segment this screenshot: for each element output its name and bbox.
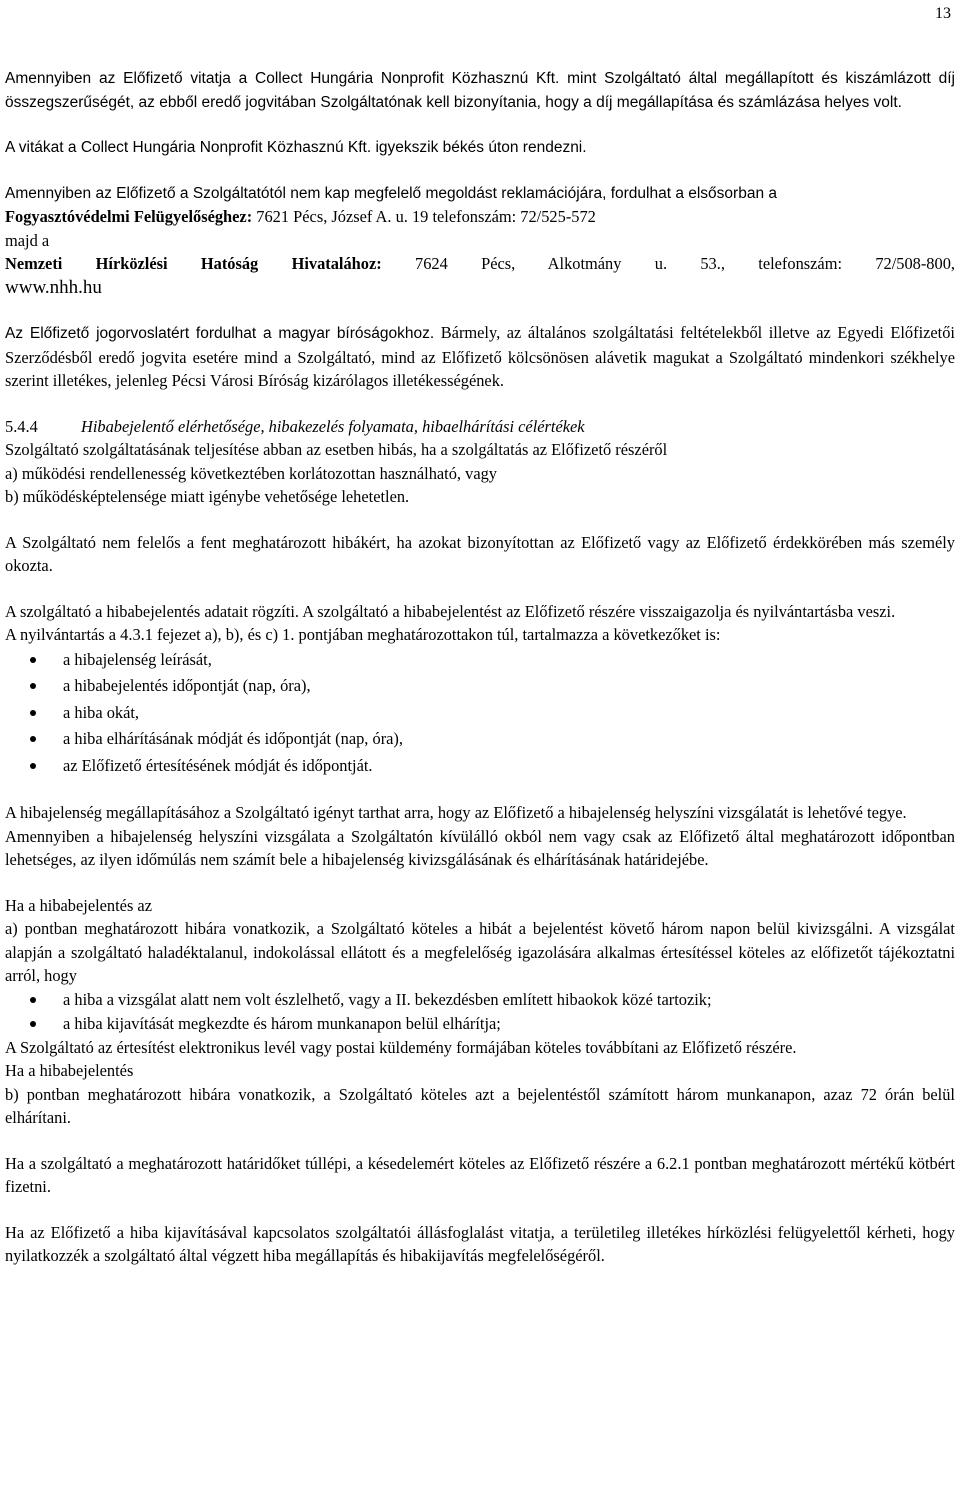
nhh-link[interactable]: www.nhh.hu [5,276,102,298]
faulty-case-b: b) működésképtelensége miatt igénybe vehetősége lehetetlen. [5,487,410,506]
paragraph-penalty: Ha a szolgáltató a meghatározott határidőket túllépi, a késedelemért köteles az Előfizető részére a 6.2.1 pontban meghatározott mértékű kötbért fizetni. [5,1153,955,1196]
notification-list [5,988,955,1036]
paragraph-fault-recording: A szolgáltató a hibabejelentés adatait rögzíti. A szolgáltató a hibabejelentést az Előfizető részére visszaigazolja és nyilvántartásba veszi. [5,601,896,621]
paragraph-complaint-authorities [5,182,955,206]
faulty-case-a: a) működési rendellenesség következtében korlátozottan használható, vagy [5,463,497,483]
list-item: a hibajelenség leírását, [5,647,955,674]
register-contents-list [5,647,955,780]
list-item: a hiba elhárításának módját és időpontját (nap, óra), [5,726,955,753]
paragraph-inspection-delay: Amennyiben a hibajelenség helyszíni vizsgálata a Szolgáltatón kívülálló okból nem vagy csak az Előfizető által meghatározott időpontban lehetséges, az ilyen időmúlás nem számít bele a hibajelenség kivizsgálásának és elhárításának határidejébe. [5,826,955,869]
paragraph-if-report-b: Ha a hibabejelentés [5,1061,134,1080]
page-number: 13 [935,5,951,22]
nhh-url-line [5,276,955,300]
paragraph-faulty-service: Szolgáltató szolgáltatásának teljesítése abban az esetben hibás, ha a szolgáltatás az Előfizető részéről [5,440,668,459]
paragraph-case-b-handling: b) pontban meghatározott hibára vonatkozik, a Szolgáltató köteles azt a bejelentéstől számított három munkanapon, azaz 72 órán belül elhárítani. [5,1084,955,1127]
complaint-intro: Amennyiben az Előfizető a Szolgáltatótól nem kap megfelelő megoldást reklamációjára, fordulhat a elsősorban a [5,184,777,202]
paragraph-case-a-handling: a) pontban meghatározott hibára vonatkozik, a Szolgáltató köteles a hibát a bejelentést követő három napon belül kivizsgálni. A vizsgálat alapján a szolgáltató haladéktalanul, indokolással ellátott és a megfelelőség igazolására alkalmas értesítéssel köteles az előfizetőt tájékoztatni arról, hogy [5,919,955,985]
then-label: majd a [5,230,50,250]
paragraph-legal-remedy [5,321,955,393]
paragraph-notification-delivery: A Szolgáltató az értesítést elektronikus levél vagy postai küldemény formájában köteles továbbítani az Előfizető részére. [5,1037,797,1057]
list-item: a hiba okát, [5,700,955,727]
paragraph-dispute-fee: Amennyiben az Előfizető vitatja a Collect Hungária Nonprofit Közhasznú Kft. mint Szolgáltató által megállapított és kiszámlázott díj összegszerűségét, az ebből eredő jogvitában Szolgáltatónak kell bizonyítania, hogy a díj megállapítása és számlázása helyes volt. [5,70,955,111]
authority-address-nhh: 7624 Pécs, Alkotmány u. 53., telefonszám: 72/508-800, [381,254,955,273]
list-item: a hiba a vizsgálat alatt nem volt észlelhető, vagy a II. bekezdésben említett hibaokok közé tartozik; [5,988,955,1012]
authority-consumer-protection [5,205,955,229]
paragraph-if-report-a: Ha a hibabejelentés az [5,895,152,915]
section-title: Hibabejelentő elérhetősége, hibakezelés folyamata, hibaelhárítási célértékek [81,416,585,436]
paragraph-liability: A Szolgáltató nem felelős a fent meghatározott hibákért, ha azokat bizonyítottan az Előfizető vagy az Előfizető érdekkörében más személy okozta. [5,532,955,575]
legal-remedy-lead: Az Előfizető jogorvoslatért fordulhat a magyar bíróságokhoz. [5,325,435,342]
authority-nhh [5,252,955,276]
section-heading [5,415,955,439]
list-item: a hiba kijavítását megkezdte és három munkanapon belül elhárítja; [5,1012,955,1036]
list-item: a hibabejelentés időpontját (nap, óra), [5,673,955,700]
list-item: az Előfizető értesítésének módját és időpontját. [5,753,955,780]
legal-remedy-body: Bármely, az általános szolgáltatási feltételekből illetve az Egyedi Előfizetői Szerződésből eredő jogvita esetére mind a Szolgáltató, mind az Előfizető kölcsönösen alávetik magukat a Szolgáltató mindenkori székhelye szerint illetékes, jelenleg Pécsi Városi Bíróság kizárólagos illetékességének. [5,323,955,390]
authority-name-consumer-protection: Fogyasztóvédelmi Felügyelőséghez: [5,207,253,226]
page-content [5,67,955,1268]
paragraph-peaceful-settlement: A vitákat a Collect Hungária Nonprofit Közhasznú Kft. igyekszik békés úton rendezni. [5,139,587,156]
paragraph-register-contents: A nyilvántartás a 4.3.1 fejezet a), b), és c) 1. pontjában meghatározottakon túl, tartalmazza a következőket is: [5,625,721,644]
paragraph-onsite-inspection: A hibajelenség megállapításához a Szolgáltató igényt tarthat arra, hogy az Előfizető a hibajelenség helyszíni vizsgálatát is lehetővé tegye. [5,803,907,822]
section-number: 5.4.4 [5,416,38,436]
paragraph-supervision: Ha az Előfizető a hiba kijavításával kapcsolatos szolgáltatói állásfoglalást vitatja, a területileg illetékes hírközlési felügyelettől kérheti, hogy nyilatkozzék a szolgáltató által végzett hiba megállapítás és hibakijavítás megfelelőségéről. [5,1222,955,1265]
authority-name-nhh: Nemzeti Hírközlési Hatóság Hivatalához: [5,254,382,273]
authority-address-consumer-protection: 7621 Pécs, József A. u. 19 telefonszám: 72/525-572 [252,207,596,226]
